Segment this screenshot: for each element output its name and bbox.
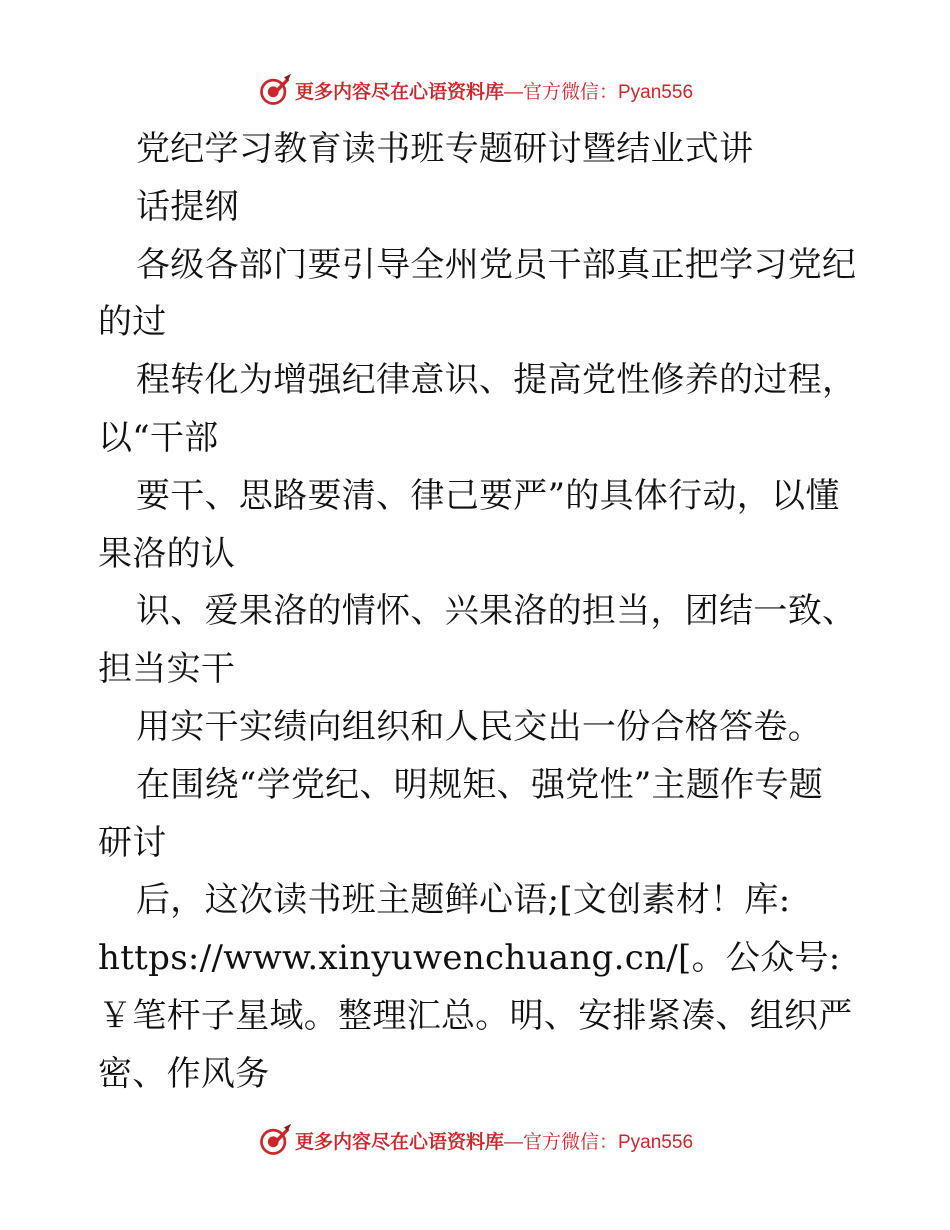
text-line: 担当实干 (98, 649, 236, 690)
text-line: ￥笔杆子星域。整理汇总。明、安排紧凑、组织严 (98, 995, 853, 1036)
quill-logo-icon (257, 1122, 293, 1158)
header-contact-text: —官方微信：Pyan556 (504, 81, 694, 103)
text-line: 的过 (98, 302, 167, 343)
text-line: 果洛的认 (98, 533, 236, 574)
text-line: 话提纲 (136, 186, 239, 227)
footer-brand-text: 更多内容尽在心语资料库 (294, 1130, 504, 1153)
footer-watermark (0, 1120, 950, 1160)
text-line: 要干、思路要清、律己要严”的具体行动，以懂 (136, 475, 840, 516)
text-line: 识、爱果洛的情怀、兴果洛的担当，团结一致、 (136, 591, 857, 632)
text-line: 党纪学习教育读书班专题研讨暨结业式讲 (136, 129, 754, 169)
text-line: 密、作风务 (98, 1053, 270, 1094)
footer-contact-text: —官方微信：Pyan556 (504, 1131, 694, 1153)
text-line: 程转化为增强纪律意识、提高党性修养的过程， (136, 360, 857, 401)
document-body (98, 121, 858, 1104)
header-brand-text: 更多内容尽在心语资料库 (294, 80, 504, 103)
text-line: 后，这次读书班主题鲜心语;[文创素材！库: (136, 880, 791, 921)
text-line: https://www.xinyuwenchuang.cn/[。公众号: (98, 938, 841, 979)
text-line: 用实干实绩向组织和人民交出一份合格答卷。 (136, 706, 822, 747)
text-line: 在围绕“学党纪、明规矩、强党性”主题作专题 (136, 764, 824, 805)
text-line: 各级各部门要引导全州党员干部真正把学习党纪 (136, 244, 857, 285)
text-line: 研讨 (98, 822, 167, 863)
text-line: 以“干部 (98, 417, 219, 458)
header-watermark (0, 70, 950, 110)
quill-logo-icon (257, 72, 293, 108)
